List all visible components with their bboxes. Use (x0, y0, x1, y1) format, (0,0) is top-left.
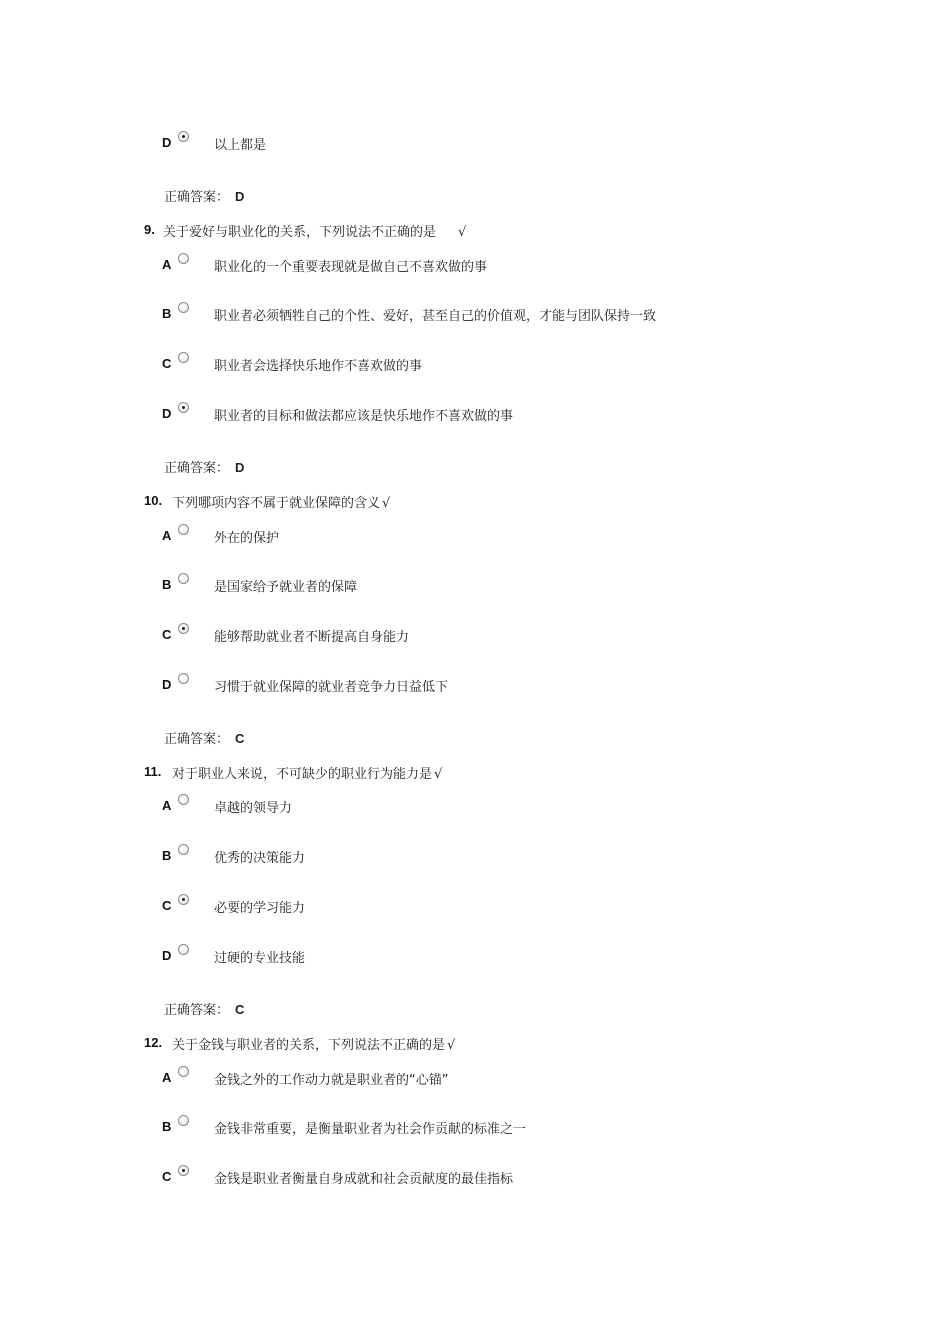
option-letter: B (162, 848, 172, 863)
option-text: 职业者必须牺牲自己的个性、爱好，甚至自己的价值观，才能与团队保持一致 (214, 309, 657, 324)
answer-label: 正确答案： D (164, 189, 245, 205)
option-text: 必要的学习能力 (214, 901, 306, 916)
radio-button[interactable] (178, 894, 189, 905)
radio-button[interactable] (178, 131, 189, 142)
correct-mark: √ (458, 225, 467, 240)
answer-value: D (235, 189, 245, 204)
option-letter: A (162, 257, 172, 272)
answer-value: C (235, 1002, 245, 1017)
option-text: 职业者的目标和做法都应该是快乐地作不喜欢做的事 (214, 409, 514, 424)
option-text: 外在的保护 (214, 531, 280, 546)
radio-button[interactable] (178, 673, 189, 684)
option-letter: B (162, 306, 172, 321)
radio-button[interactable] (178, 1066, 189, 1077)
option-text: 习惯于就业保障的就业者竞争力日益低下 (214, 680, 449, 695)
question-text: 下列哪项内容不属于就业保障的含义 √ (172, 496, 391, 511)
option-letter: B (162, 1119, 172, 1134)
option-text: 职业化的一个重要表现就是做自己不喜欢做的事 (214, 260, 488, 275)
option-letter: C (162, 1169, 172, 1184)
option-text: 以上都是 (214, 138, 267, 153)
radio-button[interactable] (178, 794, 189, 805)
option-letter: B (162, 577, 172, 592)
option-text: 金钱是职业者衡量自身成就和社会贡献度的最佳指标 (214, 1172, 514, 1187)
radio-button[interactable] (178, 402, 189, 413)
correct-mark: √ (447, 1038, 456, 1053)
answer-label: 正确答案： C (164, 731, 245, 747)
option-text: 职业者会选择快乐地作不喜欢做的事 (214, 359, 423, 374)
option-letter: C (162, 898, 172, 913)
radio-button[interactable] (178, 1165, 189, 1176)
radio-button[interactable] (178, 1115, 189, 1126)
option-letter: C (162, 356, 172, 371)
option-text: 能够帮助就业者不断提高自身能力 (214, 630, 410, 645)
answer-label: 正确答案： D (164, 460, 245, 476)
answer-label: 正确答案： C (164, 1002, 245, 1018)
option-letter: A (162, 528, 172, 543)
radio-button[interactable] (178, 302, 189, 313)
radio-button[interactable] (178, 352, 189, 363)
option-letter: D (162, 135, 172, 150)
question-text: 关于金钱与职业者的关系，下列说法不正确的是 √ (172, 1038, 456, 1053)
radio-button[interactable] (178, 623, 189, 634)
radio-button[interactable] (178, 253, 189, 264)
option-text: 优秀的决策能力 (214, 851, 306, 866)
question-text: 对于职业人来说，不可缺少的职业行为能力是 √ (172, 767, 443, 782)
option-text: 是国家给予就业者的保障 (214, 580, 358, 595)
question-number: 9. (144, 222, 155, 237)
option-letter: D (162, 948, 172, 963)
option-letter: D (162, 406, 172, 421)
radio-button[interactable] (178, 844, 189, 855)
option-letter: A (162, 798, 172, 813)
option-text: 过硬的专业技能 (214, 951, 306, 966)
option-text: 金钱非常重要，是衡量职业者为社会作贡献的标准之一 (214, 1122, 527, 1137)
correct-mark: √ (382, 496, 391, 511)
question-number: 12. (144, 1035, 163, 1050)
correct-mark: √ (434, 767, 443, 782)
option-text: 金钱之外的工作动力就是职业者的“心锚” (214, 1073, 449, 1088)
option-letter: C (162, 627, 172, 642)
question-number: 11. (144, 764, 162, 779)
question-number: 10. (144, 493, 163, 508)
answer-value: D (235, 460, 245, 475)
option-letter: A (162, 1070, 172, 1085)
option-text: 卓越的领导力 (214, 801, 293, 816)
radio-button[interactable] (178, 573, 189, 584)
radio-button[interactable] (178, 944, 189, 955)
question-text: 关于爱好与职业化的关系，下列说法不正确的是 √ (163, 225, 467, 240)
radio-button[interactable] (178, 524, 189, 535)
option-letter: D (162, 677, 172, 692)
answer-value: C (235, 731, 245, 746)
